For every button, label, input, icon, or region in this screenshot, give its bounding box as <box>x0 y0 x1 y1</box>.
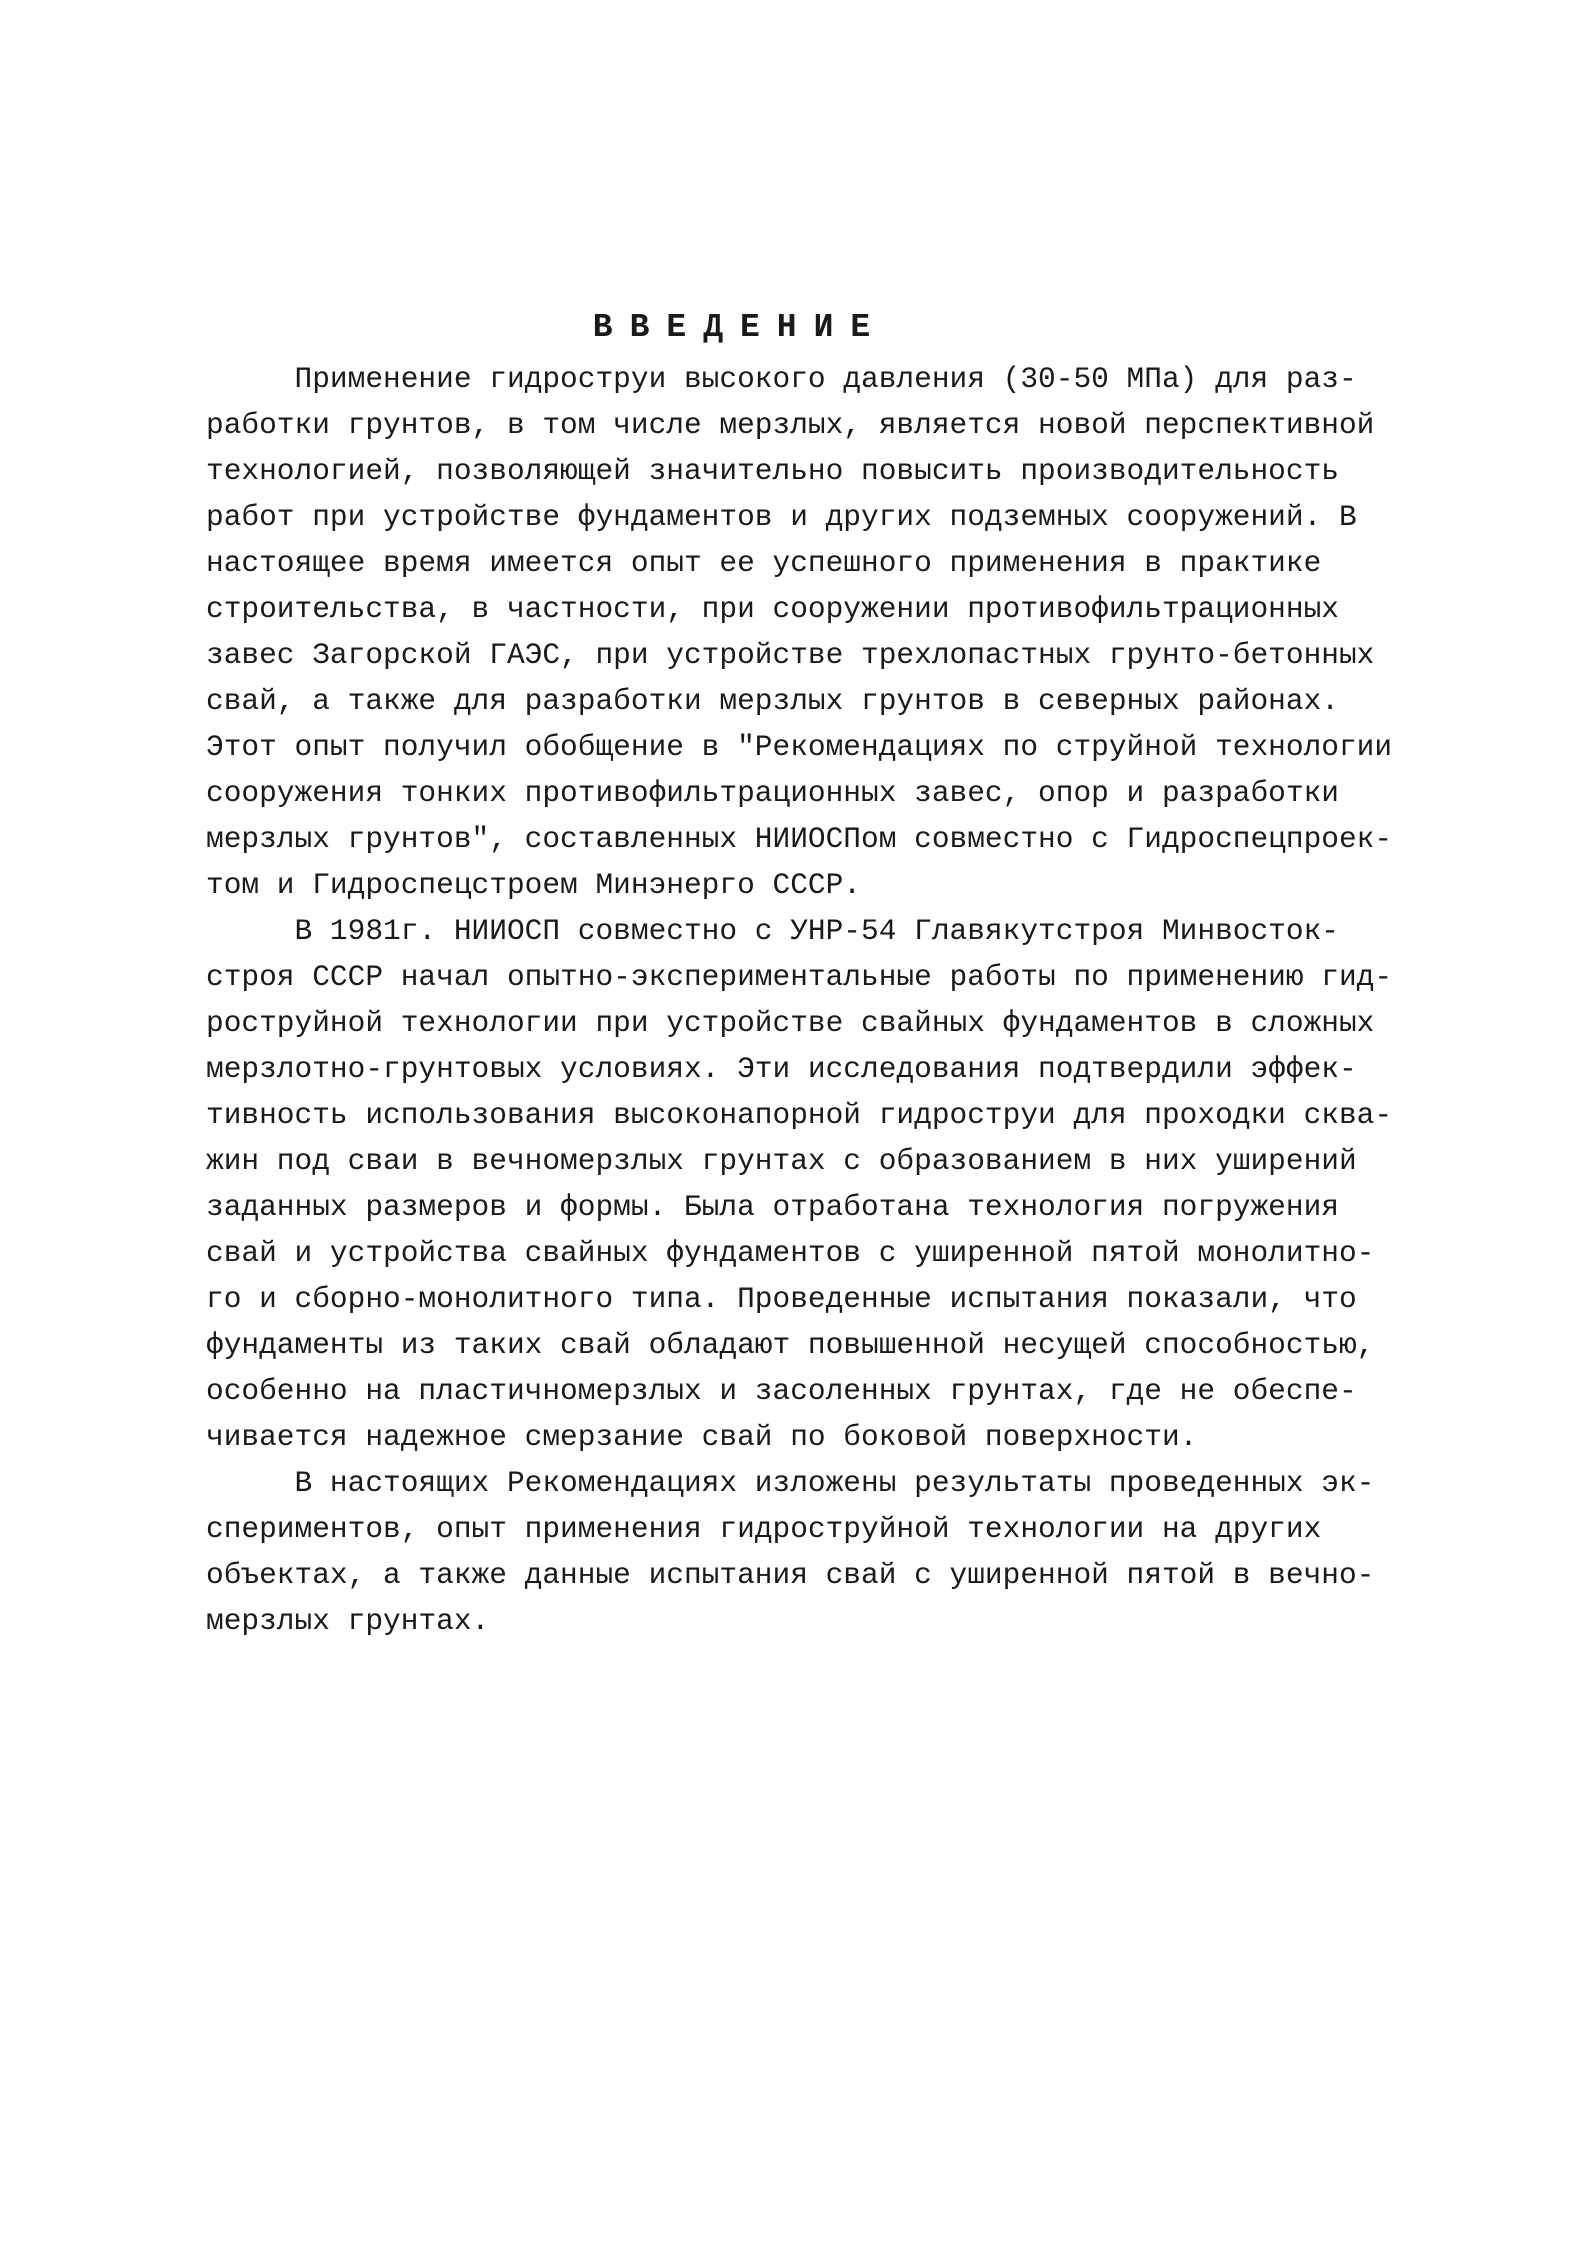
text-line: завес Загорской ГАЭС, при устройстве трехлопастных грунто-бетонных <box>206 638 1375 672</box>
text-line: строительства, в частности, при сооружении противофильтрационных <box>206 592 1339 626</box>
text-line: работ при устройстве фундаментов и других подземных сооружений. В <box>206 500 1357 534</box>
text-line: роструйной технологии при устройстве свайных фундаментов в сложных <box>206 1006 1375 1040</box>
text-line: Применение гидроструи высокого давления (30-50 МПа) для раз- <box>206 362 1357 396</box>
text-line: мерзлых грунтов", составленных НИИОСПом совместно с Гидроспецпроек- <box>206 822 1393 856</box>
text-line: чивается надежное смерзание свай по боковой поверхности. <box>206 1420 1198 1454</box>
text-line: жин под сваи в вечномерзлых грунтах с образованием в них уширений <box>206 1144 1357 1178</box>
text-line: спериментов, опыт применения гидроструйной технологии на других <box>206 1512 1322 1546</box>
text-line: технологией, позволяющей значительно повысить производительность <box>206 454 1339 488</box>
text-line: заданных размеров и формы. Была отработана технология погружения <box>206 1190 1339 1224</box>
text-line: свай и устройства свайных фундаментов с уширенной пятой монолитно- <box>206 1236 1375 1270</box>
text-line: том и Гидроспецстроем Минэнерго СССР. <box>206 868 862 902</box>
text-line: настоящее время имеется опыт ее успешного применения в практике <box>206 546 1322 580</box>
text-line: особенно на пластичномерзлых и засоленных грунтах, где не обеспе- <box>206 1374 1357 1408</box>
text-line: Этот опыт получил обобщение в "Рекомендациях по струйной технологии <box>206 730 1393 764</box>
page-title: ВВЕДЕНИЕ <box>592 309 888 346</box>
text-line: В 1981г. НИИОСП совместно с УНР-54 Главякутстроя Минвосток- <box>206 914 1339 948</box>
text-line: сооружения тонких противофильтрационных завес, опор и разработки <box>206 776 1339 810</box>
text-line: го и сборно-монолитного типа. Проведенные испытания показали, что <box>206 1282 1357 1316</box>
text-line: работки грунтов, в том числе мерзлых, является новой перспективной <box>206 408 1375 442</box>
text-line: фундаменты из таких свай обладают повышенной несущей способностью, <box>206 1328 1375 1362</box>
text-line: В настоящих Рекомендациях изложены результаты проведенных эк- <box>206 1466 1375 1500</box>
text-line: мерзлых грунтах. <box>206 1604 490 1638</box>
text-line: тивность использования высоконапорной гидроструи для проходки сква- <box>206 1098 1393 1132</box>
text-line: мерзлотно-грунтовых условиях. Эти исследования подтвердили эффек- <box>206 1052 1357 1086</box>
text-line: строя СССР начал опытно-экспериментальные работы по применению гид- <box>206 960 1393 994</box>
text-line: объектах, а также данные испытания свай с уширенной пятой в вечно- <box>206 1558 1375 1592</box>
text-line: свай, а также для разработки мерзлых грунтов в северных районах. <box>206 684 1339 718</box>
